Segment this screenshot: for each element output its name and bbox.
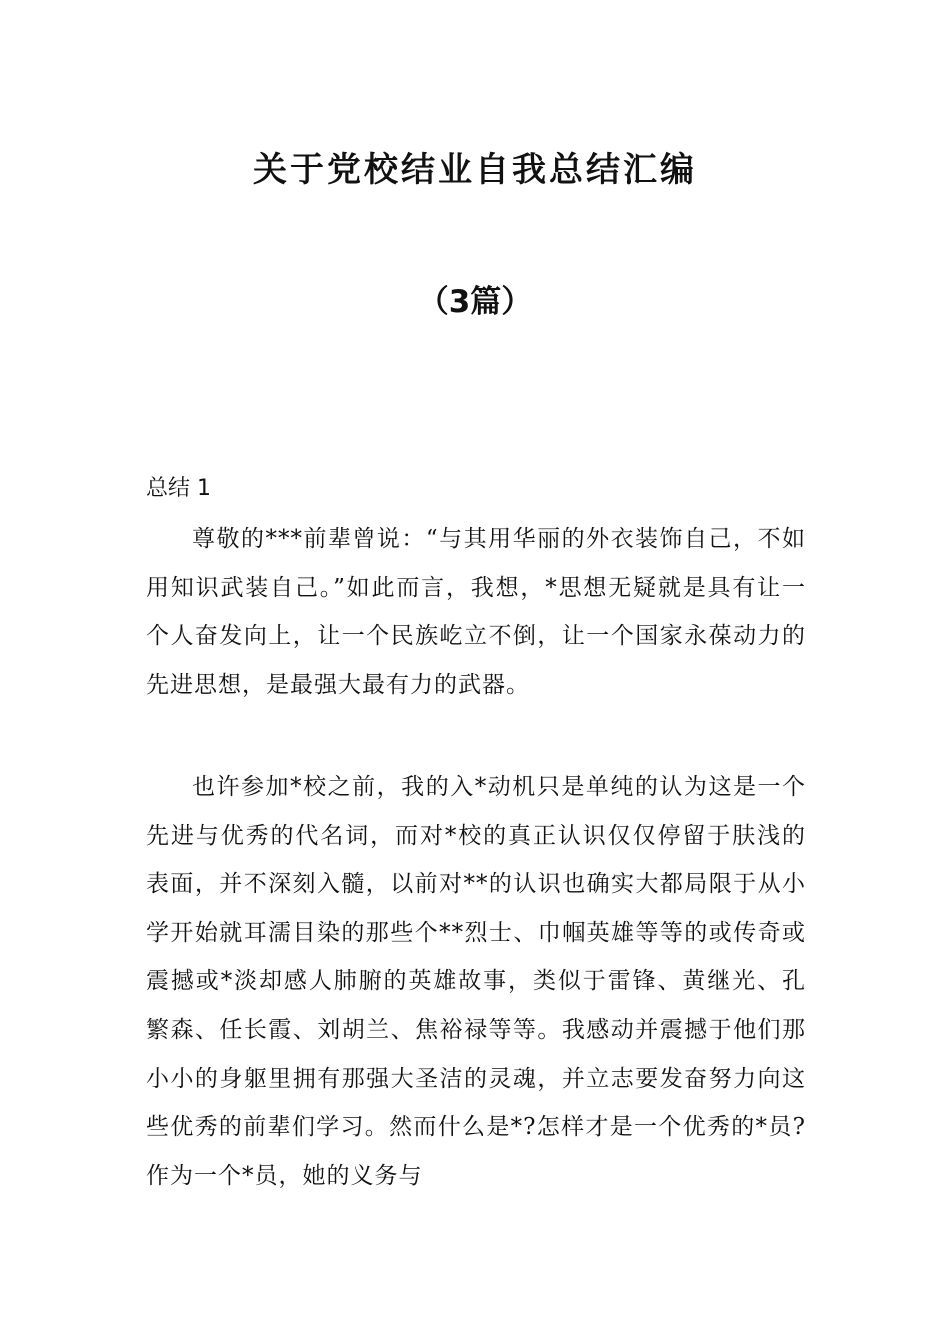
body-paragraph-2: 也许参加*校之前，我的入*动机只是单纯的认为这是一个先进与优秀的代名词，而对*校的真正认识仅仅停留于肤浅的表面，并不深刻入髓，以前对**的认识也确实大都局限于从小学开始就耳濡目染的那些个**烈士、巾帼英雄等等的或传奇或震撼或*淡却感人肺腑的英雄故事，类似于雷锋、黄继光、孔繁森、任长霞、刘胡兰、焦裕禄等等。我感动并震撼于他们那小小的身躯里拥有那强大圣洁的灵魂，并立志要发奋努力向这些优秀的前辈们学习。然而什么是*?怎样才是一个优秀的*员?作为一个*员，她的义务与 bbox=[146, 774, 806, 1189]
section-label: 总结 1 bbox=[146, 476, 211, 501]
body-paragraph-1: 尊敬的***前辈曾说：“与其用华丽的外衣装饰自己，不如用知识武装自己。”如此而言，我想，*思想无疑就是具有让一个人奋发向上，让一个民族屹立不倒，让一个国家永葆动力的先进思想，是最强大最有力的武器。 bbox=[146, 526, 806, 698]
document-title: 关于党校结业自我总结汇编 bbox=[253, 150, 697, 190]
document-subtitle: （3篇） bbox=[417, 284, 533, 320]
